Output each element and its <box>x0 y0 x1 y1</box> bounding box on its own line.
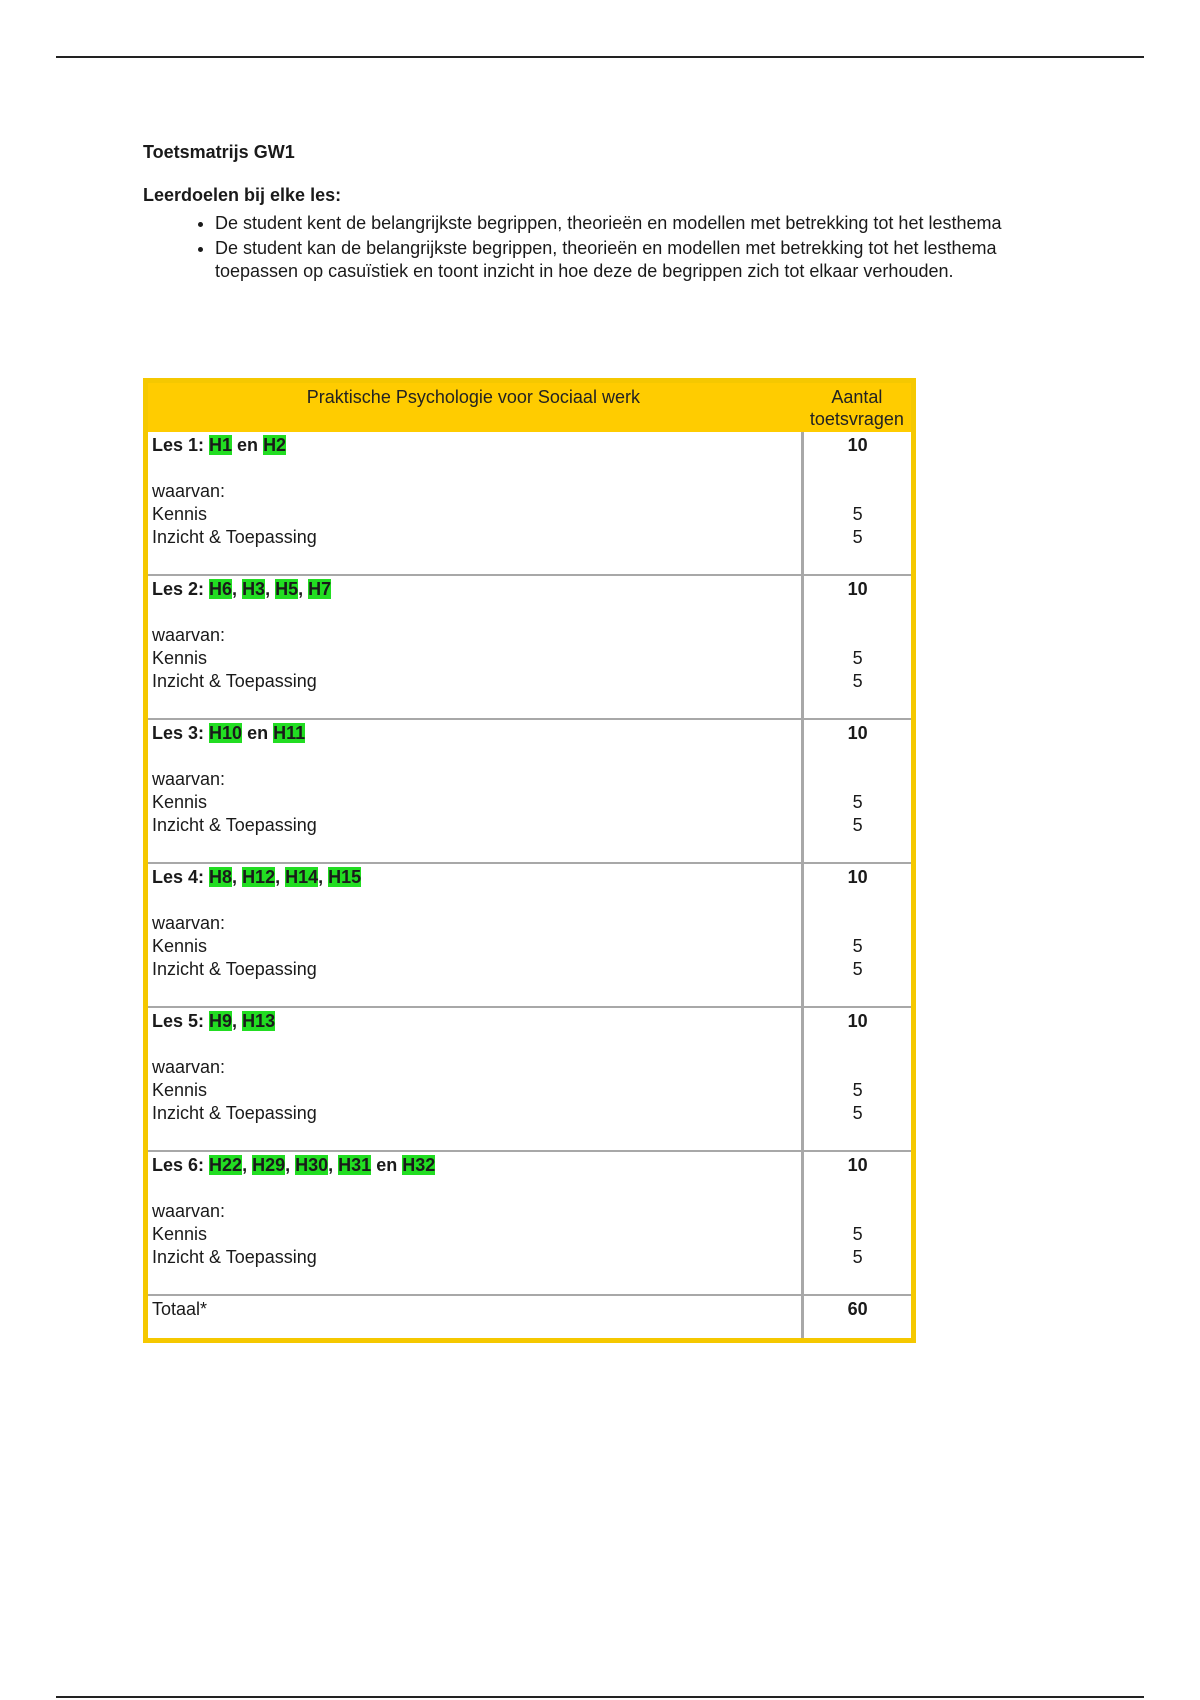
chapter-highlight: H11 <box>273 723 306 743</box>
lesson-cell <box>146 1151 803 1295</box>
inzicht-label: Inzicht & Toepassing <box>152 815 317 835</box>
lesson-prefix: Les 2: <box>152 579 210 599</box>
total-label: Totaal* <box>146 1295 803 1341</box>
spacer <box>152 1177 801 1200</box>
inzicht-count: 5 <box>852 1103 863 1123</box>
table-header-row <box>146 381 914 433</box>
chapter-separator: , <box>298 579 309 599</box>
lesson-title <box>152 1010 801 1033</box>
total-value: 60 <box>847 1299 868 1319</box>
kennis-label: Kennis <box>152 648 208 668</box>
chapter-separator: , <box>285 1155 296 1175</box>
question-count-cell <box>803 432 914 575</box>
inzicht-label: Inzicht & Toepassing <box>152 527 317 547</box>
lesson-total: 10 <box>847 723 868 743</box>
kennis-count: 5 <box>852 936 863 956</box>
spacer <box>804 912 911 935</box>
sub-heading: waarvan: <box>152 769 226 789</box>
spacer <box>804 601 911 624</box>
spacer <box>804 889 911 912</box>
top-rule <box>56 56 1144 58</box>
chapter-separator: , <box>265 579 276 599</box>
kennis-count: 5 <box>852 1224 863 1244</box>
header-course: Praktische Psychologie voor Sociaal werk <box>146 381 803 433</box>
test-matrix-table <box>143 378 916 1343</box>
chapter-highlight: H8 <box>209 867 233 887</box>
table-row <box>146 863 914 1007</box>
lesson-cell <box>146 1007 803 1151</box>
spacer <box>804 1056 911 1079</box>
sub-heading: waarvan: <box>152 481 226 501</box>
lesson-prefix: Les 3: <box>152 723 210 743</box>
kennis-count: 5 <box>852 1080 863 1100</box>
chapter-highlight: H30 <box>295 1155 329 1175</box>
lesson-cell <box>146 863 803 1007</box>
chapter-highlight: H15 <box>328 867 362 887</box>
chapter-highlight: H10 <box>209 723 243 743</box>
question-count-cell <box>803 863 914 1007</box>
inzicht-count: 5 <box>852 671 863 691</box>
lesson-total: 10 <box>847 867 868 887</box>
document-body <box>143 142 1043 285</box>
table-row <box>146 1007 914 1151</box>
objectives-list <box>143 212 1043 283</box>
spacer <box>152 601 801 624</box>
spacer <box>804 1033 911 1056</box>
kennis-count: 5 <box>852 504 863 524</box>
sub-heading: waarvan: <box>152 913 226 933</box>
objective-item: • De student kent de belangrijkste begrippen, theorieën en modellen met betrekking tot het lesthema <box>215 212 1043 235</box>
table-body <box>146 432 914 1341</box>
question-count-cell <box>803 719 914 863</box>
chapter-highlight: H3 <box>242 579 266 599</box>
total-row <box>146 1295 914 1341</box>
spacer <box>804 1177 911 1200</box>
objectives-heading: Leerdoelen bij elke les: <box>143 185 342 205</box>
lesson-title <box>152 1154 801 1177</box>
table-row <box>146 432 914 575</box>
lesson-title <box>152 866 801 889</box>
lesson-title <box>152 434 801 457</box>
kennis-count: 5 <box>852 648 863 668</box>
sub-heading: waarvan: <box>152 1201 226 1221</box>
spacer <box>804 768 911 791</box>
chapter-highlight: H31 <box>338 1155 372 1175</box>
kennis-label: Kennis <box>152 1224 208 1244</box>
spacer <box>152 1033 801 1056</box>
inzicht-count: 5 <box>852 959 863 979</box>
spacer <box>152 889 801 912</box>
lesson-prefix: Les 4: <box>152 867 210 887</box>
kennis-label: Kennis <box>152 1080 208 1100</box>
spacer <box>152 457 801 480</box>
chapter-separator: , <box>242 1155 253 1175</box>
kennis-label: Kennis <box>152 504 208 524</box>
question-count-cell <box>803 1007 914 1151</box>
lesson-cell <box>146 719 803 863</box>
kennis-label: Kennis <box>152 792 208 812</box>
inzicht-label: Inzicht & Toepassing <box>152 959 317 979</box>
chapter-separator: en <box>232 435 264 455</box>
chapter-separator: , <box>318 867 329 887</box>
question-count-cell <box>803 575 914 719</box>
inzicht-count: 5 <box>852 815 863 835</box>
spacer <box>804 624 911 647</box>
lesson-title <box>152 578 801 601</box>
chapter-highlight: H9 <box>209 1011 233 1031</box>
total-value-cell <box>803 1295 914 1341</box>
lesson-prefix: Les 6: <box>152 1155 210 1175</box>
chapter-highlight: H6 <box>209 579 233 599</box>
lesson-total: 10 <box>847 579 868 599</box>
chapter-separator: en <box>371 1155 403 1175</box>
chapter-separator: , <box>232 867 243 887</box>
chapter-highlight: H29 <box>252 1155 286 1175</box>
chapter-highlight: H13 <box>242 1011 276 1031</box>
chapter-highlight: H14 <box>285 867 319 887</box>
spacer <box>804 1200 911 1223</box>
chapter-highlight: H1 <box>209 435 233 455</box>
lesson-total: 10 <box>847 435 868 455</box>
table-row <box>146 1151 914 1295</box>
spacer <box>152 745 801 768</box>
inzicht-label: Inzicht & Toepassing <box>152 671 317 691</box>
lesson-prefix: Les 1: <box>152 435 210 455</box>
sub-heading: waarvan: <box>152 625 226 645</box>
chapter-highlight: H5 <box>275 579 299 599</box>
chapter-highlight: H32 <box>402 1155 436 1175</box>
header-question-count: Aantal toetsvragen <box>803 381 914 433</box>
lesson-prefix: Les 5: <box>152 1011 210 1031</box>
question-count-cell <box>803 1151 914 1295</box>
lesson-total: 10 <box>847 1155 868 1175</box>
kennis-count: 5 <box>852 792 863 812</box>
table-row <box>146 575 914 719</box>
table-row <box>146 719 914 863</box>
inzicht-label: Inzicht & Toepassing <box>152 1247 317 1267</box>
objective-item: • De student kan de belangrijkste begrippen, theorieën en modellen met betrekking tot het lesthema toepassen op casuïstiek en toont inzicht in hoe deze de begrippen zich tot elkaar verhouden. <box>215 237 1043 283</box>
chapter-highlight: H7 <box>308 579 332 599</box>
lesson-cell <box>146 432 803 575</box>
bottom-rule <box>56 1696 1144 1698</box>
chapter-highlight: H22 <box>209 1155 243 1175</box>
chapter-highlight: H12 <box>242 867 276 887</box>
spacer <box>804 745 911 768</box>
lesson-cell <box>146 575 803 719</box>
lesson-title <box>152 722 801 745</box>
inzicht-label: Inzicht & Toepassing <box>152 1103 317 1123</box>
sub-heading: waarvan: <box>152 1057 226 1077</box>
inzicht-count: 5 <box>852 1247 863 1267</box>
inzicht-count: 5 <box>852 527 863 547</box>
document-title: Toetsmatrijs GW1 <box>143 142 295 162</box>
chapter-separator: , <box>232 579 243 599</box>
chapter-highlight: H2 <box>263 435 287 455</box>
spacer <box>804 457 911 480</box>
chapter-separator: , <box>275 867 286 887</box>
chapter-separator: en <box>242 723 274 743</box>
chapter-separator: , <box>328 1155 339 1175</box>
spacer <box>804 480 911 503</box>
lesson-total: 10 <box>847 1011 868 1031</box>
chapter-separator: , <box>232 1011 243 1031</box>
kennis-label: Kennis <box>152 936 208 956</box>
